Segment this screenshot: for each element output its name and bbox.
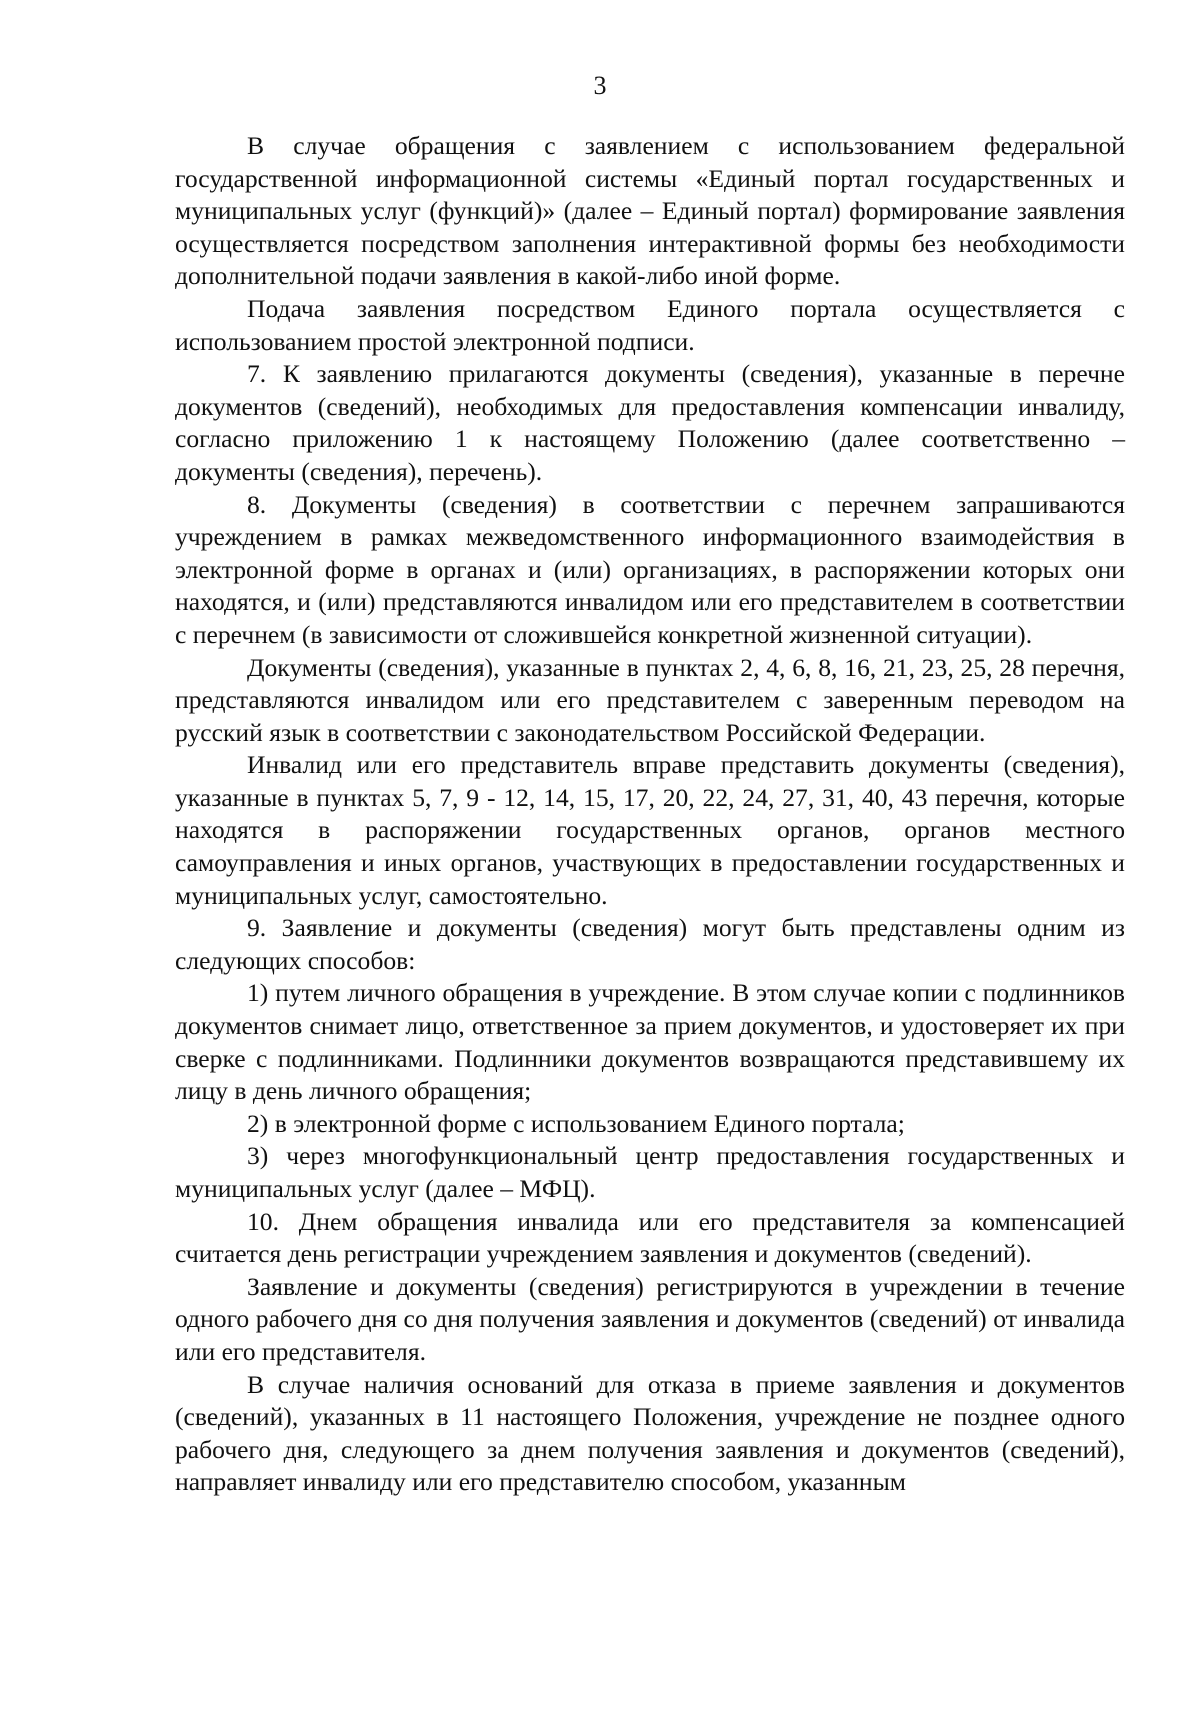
paragraph-method-1: 1) путем личного обращения в учреждение. В этом случае копии с подлинников документов снимает лицо, ответственное за прием документов, и удостоверяет их при сверке с подлинниками. Подлинники документов возвращаются представившему их лицу в день личного обращения; (175, 978, 1125, 1106)
paragraph-registration: Заявление и документы (сведения) регистрируются в учреждении в течение одного рабочего дня со дня получения заявления и документов (сведений) от инвалида или его представителя. (175, 1271, 1125, 1366)
page-number: 3 (593, 71, 607, 100)
paragraph-method-3: 3) через многофункциональный центр предоставления государственных и муниципальных услуг (далее – МФЦ). (175, 1141, 1125, 1203)
paragraph-clause-7: 7. К заявлению прилагаются документы (сведения), указанные в перечне документов (сведений), необходимых для предоставления компенсации инвалиду, согласно приложению 1 к настоящему Положению (далее соответственно – документы (сведения), перечень). (175, 359, 1125, 486)
paragraph-refusal-grounds: В случае наличия оснований для отказа в приеме заявления и документов (сведений), указанных в 11 настоящего Положения, учреждение не позднее одного рабочего дня, следующего за днем получения заявления и документов (сведений), направляет инвалиду или его представителю способом, указанным (175, 1369, 1125, 1497)
paragraph-clause-8: 8. Документы (сведения) в соответствии с перечнем запрашиваются учреждением в рамках межведомственного информационного взаимодействия в электронной форме в органах и (или) организациях, в распоряжении которых они находятся, и (или) представляются инвалидом или его представителем в соответствии с перечнем (в зависимости от сложившейся конкретной жизненной ситуации). (175, 489, 1125, 649)
paragraph-clause-9: 9. Заявление и документы (сведения) могут быть представлены одним из следующих способов: (175, 913, 1125, 975)
paragraph-epgu-application: В случае обращения с заявлением с использованием федеральной государственной информационной системы «Единый портал государственных и муниципальных услуг (функций)» (далее – Единый портал) формирование заявления осуществляется посредством заполнения интерактивной формы без необходимости дополнительной подачи заявления в какой-либо иной форме. (175, 131, 1125, 291)
document-body (175, 130, 1125, 1499)
paragraph-method-2: 2) в электронной форме с использованием Единого портала; (247, 1108, 905, 1138)
paragraph-electronic-signature: Подача заявления посредством Единого портала осуществляется с использованием простой электронной подписи. (175, 293, 1125, 356)
paragraph-translation-documents: Документы (сведения), указанные в пунктах 2, 4, 6, 8, 16, 21, 23, 25, 28 перечня, представляются инвалидом или его представителем с заверенным переводом на русский язык в соответствии с законодательством Российской Федерации. (175, 652, 1125, 747)
paragraph-self-submission: Инвалид или его представитель вправе представить документы (сведения), указанные в пунктах 5, 7, 9 - 12, 14, 15, 17, 20, 22, 24, 27, 31, 40, 43 перечня, которые находятся в распоряжении государственных органов, органов местного самоуправления и иных органов, участвующих в предоставлении государственных и муниципальных услуг, самостоятельно. (175, 750, 1125, 910)
paragraph-clause-10: 10. Днем обращения инвалида или его представителя за компенсацией считается день регистрации учреждением заявления и документов (сведений). (175, 1206, 1125, 1269)
